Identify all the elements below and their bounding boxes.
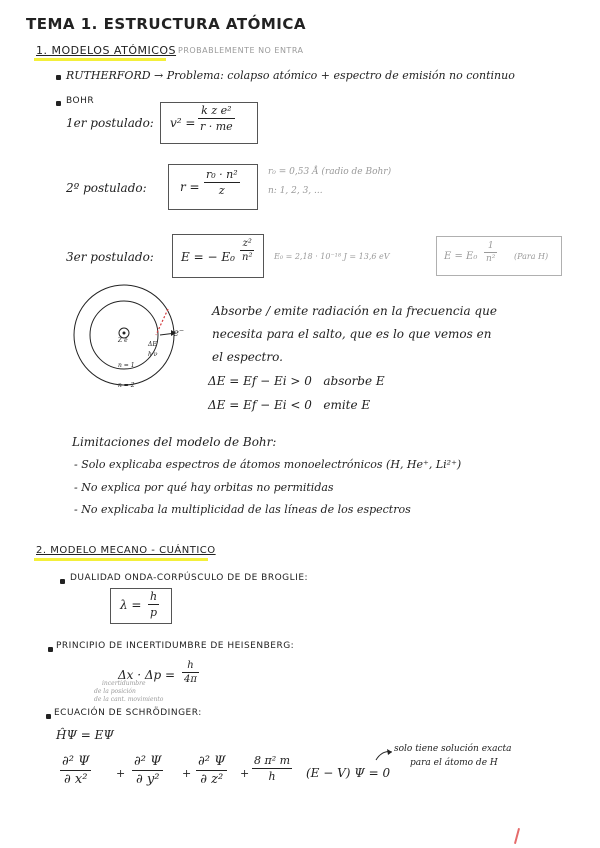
fraction-bar [484,252,497,253]
bullet [46,714,51,719]
nucleus-label: Z e [118,337,128,344]
nucleus-dot [123,332,126,335]
fraction-numerator: 8 π² m [254,754,291,767]
fraction-numerator: r₀ · n² [206,168,238,181]
fraction-bar [240,250,254,251]
postulate2-note-n: n: 1, 2, 3, ... [268,186,323,196]
heisenberg-label: PRINCIPIO DE INCERTIDUMBRE DE HEISENBERG: [56,641,295,651]
section2-heading: 2. MODELO MECANO - CUÁNTICO [36,545,216,556]
fraction-denominator: n² [242,252,253,263]
limitation-item: - No explicaba la multiplicidad de las líneas de los espectros [74,503,411,516]
postulate1-label: 1er postulado: [66,116,154,130]
fraction-denominator: ∂ y² [136,772,160,787]
postulate2-fraction [204,168,240,197]
equation-absorbe: ΔE = Ef − Ei > 0 absorbe E [208,374,385,388]
fraction-denominator: r · me [200,120,233,133]
orbit-n1 [90,301,158,369]
heisenberg-note: de la cant. movimiento [94,696,164,703]
hv-label: h·ν [148,351,158,358]
heading-highlight [34,58,166,61]
hydrogen-energy-lhs: E = E₀ [444,251,478,262]
fraction-numerator: h [187,660,194,671]
rutherford-line: RUTHERFORD → Problema: colapso atómico + espectro de emisión no continuo [66,69,515,82]
postulate2-label: 2º postulado: [66,181,147,195]
absorbe-line-2: necesita para el salto, que es lo que vemos en [212,327,492,341]
postulate3-lhs: E = − E₀ [181,250,235,264]
fraction-denominator: ∂ z² [200,772,224,787]
bohr-label: BOHR [66,96,95,106]
fraction-bar [148,604,159,605]
schrodinger-note-1: solo tiene solución exacta [394,744,512,754]
schrodinger-label: ECUACIÓN DE SCHRÖDINGER: [54,708,202,718]
fraction-bar [132,770,163,771]
schrodinger-note-2: para el átomo de H [410,758,498,768]
schrodinger-term-x [60,754,91,787]
limitation-item: - Solo explicaba espectros de átomos monoelectrónicos (H, He⁺, Li²⁺) [74,458,462,471]
fraction-denominator: p [150,606,158,619]
limitations-title: Limitaciones del modelo de Bohr: [72,435,277,449]
heisenberg-fraction [182,660,199,685]
fraction-denominator: ∂ x² [64,772,88,787]
postulate3-label: 3er postulado: [66,250,154,264]
absorbe-line-1: Absorbe / emite radiación en la frecuencia que [212,304,497,318]
transition-arrow [156,309,168,335]
plus-sign: + [240,767,250,780]
bullet [60,579,65,584]
fraction-bar [252,768,292,769]
plus-sign: + [182,767,192,780]
delta-label: ΔE [148,341,157,348]
hydrogen-energy-note: (Para H) [514,252,549,261]
hydrogen-energy-fraction [484,241,497,264]
fraction-numerator: h [150,590,158,603]
fraction-numerator: z² [242,238,252,249]
orbit-n2-label: n = 2 [118,382,135,389]
orbit-n1-label: n = 1 [118,362,135,369]
heisenberg-note: incertidumbre [102,680,146,687]
heisenberg-note: de la posición [94,688,136,695]
schrodinger-term-y [132,754,163,787]
absorbe-line-3: el espectro. [212,350,283,364]
page-title: TEMA 1. ESTRUCTURA ATÓMICA [26,15,306,33]
fraction-bar [182,672,199,673]
limitation-item: - No explica por qué hay orbitas no permitidas [74,481,334,494]
postulate3-fraction [240,238,254,263]
section1-note: PROBABLEMENTE NO ENTRA [178,46,304,55]
orbit-n2 [74,285,174,385]
schrodinger-short: ĤΨ = EΨ [56,728,114,742]
bullet [56,101,61,106]
fraction-bar [196,770,227,771]
note-arrow-icon [374,748,394,762]
fraction-numerator: ∂² Ψ [62,754,90,769]
postulate1-lhs: v² = [170,116,196,130]
equation-emite: ΔE = Ef − Ei < 0 emite E [208,398,371,412]
fraction-bar [198,118,235,119]
margin-mark [514,828,520,844]
fraction-denominator: n² [486,254,496,264]
fraction-bar [60,770,91,771]
fraction-numerator: ∂² Ψ [198,754,226,769]
schrodinger-term-energy [252,754,292,783]
section1-heading: 1. MODELOS ATÓMICOS [36,44,177,57]
schrodinger-term-z [196,754,227,787]
postulate2-note-radius: r₀ = 0,53 Å (radio de Bohr) [268,167,392,177]
fraction-numerator: k z e² [201,104,232,117]
postulate3-note: E₀ = 2,18 · 10⁻¹⁸ J = 13,6 eV [274,252,390,261]
postulate1-fraction [198,104,235,133]
plus-sign: + [116,767,126,780]
de-broglie-fraction [148,590,159,619]
postulate2-lhs: r = [180,180,200,194]
fraction-numerator: ∂² Ψ [134,754,162,769]
fraction-denominator: z [218,184,225,197]
bullet [56,75,61,80]
fraction-numerator: 1 [487,241,494,251]
heading-highlight [34,558,208,561]
schrodinger-tail: (E − V) Ψ = 0 [306,766,391,780]
fraction-bar [204,182,240,183]
de-broglie-lhs: λ = [120,598,142,612]
electron-label: e⁻ [173,328,185,339]
heisenberg-lhs: Δx · Δp = [118,668,176,682]
fraction-denominator: h [268,770,276,783]
fraction-denominator: 4π [184,674,197,685]
bullet [48,647,53,652]
de-broglie-label: DUALIDAD ONDA-CORPÚSCULO DE DE BROGLIE: [70,573,309,583]
